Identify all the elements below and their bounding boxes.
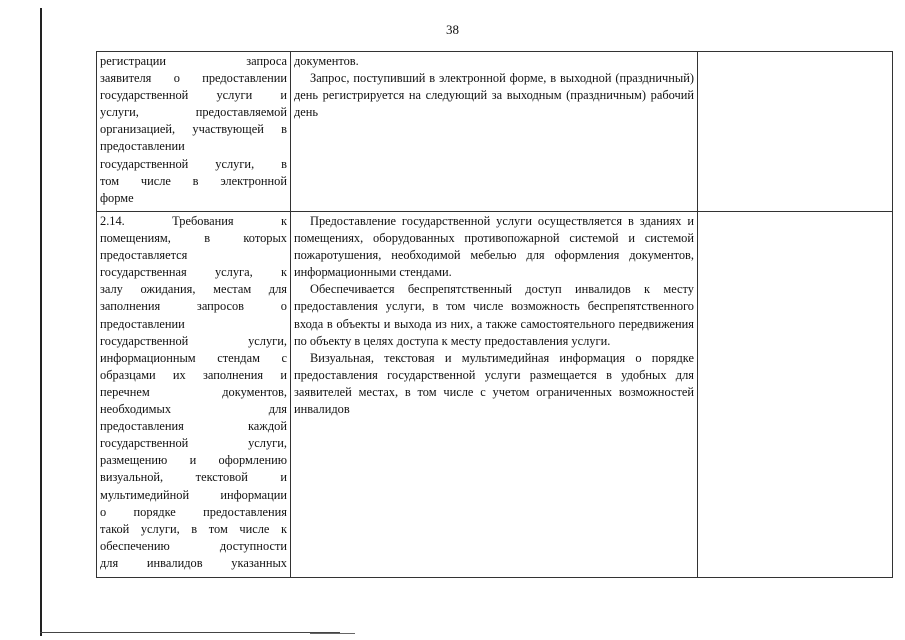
paragraph: Запрос, поступивший в электронной форме, в выходной (праздничный) день регистрируется на следующий за выходным (праздничным) рабочий день [294,71,694,120]
table-row [97,212,893,578]
requirement-name-cell [97,52,291,212]
regulation-table [96,51,893,578]
paragraph: документов. [294,54,359,68]
requirement-name-text: 2.14. Требования к помещениям, в которых предоставляется государственная услуга, к залу ожидания, местам для заполнения запросов о предоставлении государственной услуги, информационным стендам с образцами их заполнения и перечнем документов, необходимых для предоставления каждой государственной услуги, размещению и оформлению визуальной, текстовой и мультимедийной информации о порядке предоставления такой услуги, в том числе к обеспечению доступности для инвалидов указанных [100,214,287,570]
page-number: 38 [446,22,459,37]
paragraph: Обеспечивается беспрепятственный доступ инвалидов к месту предоставления услуги, в том числе возможность беспрепятственного входа в объекты и выхода из них, а также самостоятельного передвижения по объекту в целях доступа к месту предоставления услуги. [294,282,694,348]
requirement-name-text: регистрации запроса заявителя о предоставлении государственной услуги и услуги, предоставляемой организацией, участвующей в предоставлении государственной услуги, в том числе в электронной форме [100,54,287,205]
requirement-name-cell [97,212,291,578]
requirement-content-cell [291,212,698,578]
scan-left-border [40,8,42,636]
table-row [97,52,893,212]
notes-cell [698,52,893,212]
paragraph: Предоставление государственной услуги осуществляется в зданиях и помещениях, оборудованных противопожарной системой и системой пожаротушения, необходимой мебелью для оформления документов, информационными стендами. [294,214,694,280]
notes-cell [698,212,893,578]
scan-bottom-line [40,632,340,633]
requirement-content-cell [291,52,698,212]
paragraph: Визуальная, текстовая и мультимедийная информация о порядке предоставления государственной услуги размещается в удобных для заявителей местах, в том числе с учетом ограниченных возможностей инвалидов [294,350,694,417]
scan-bottom-mark [310,633,355,634]
